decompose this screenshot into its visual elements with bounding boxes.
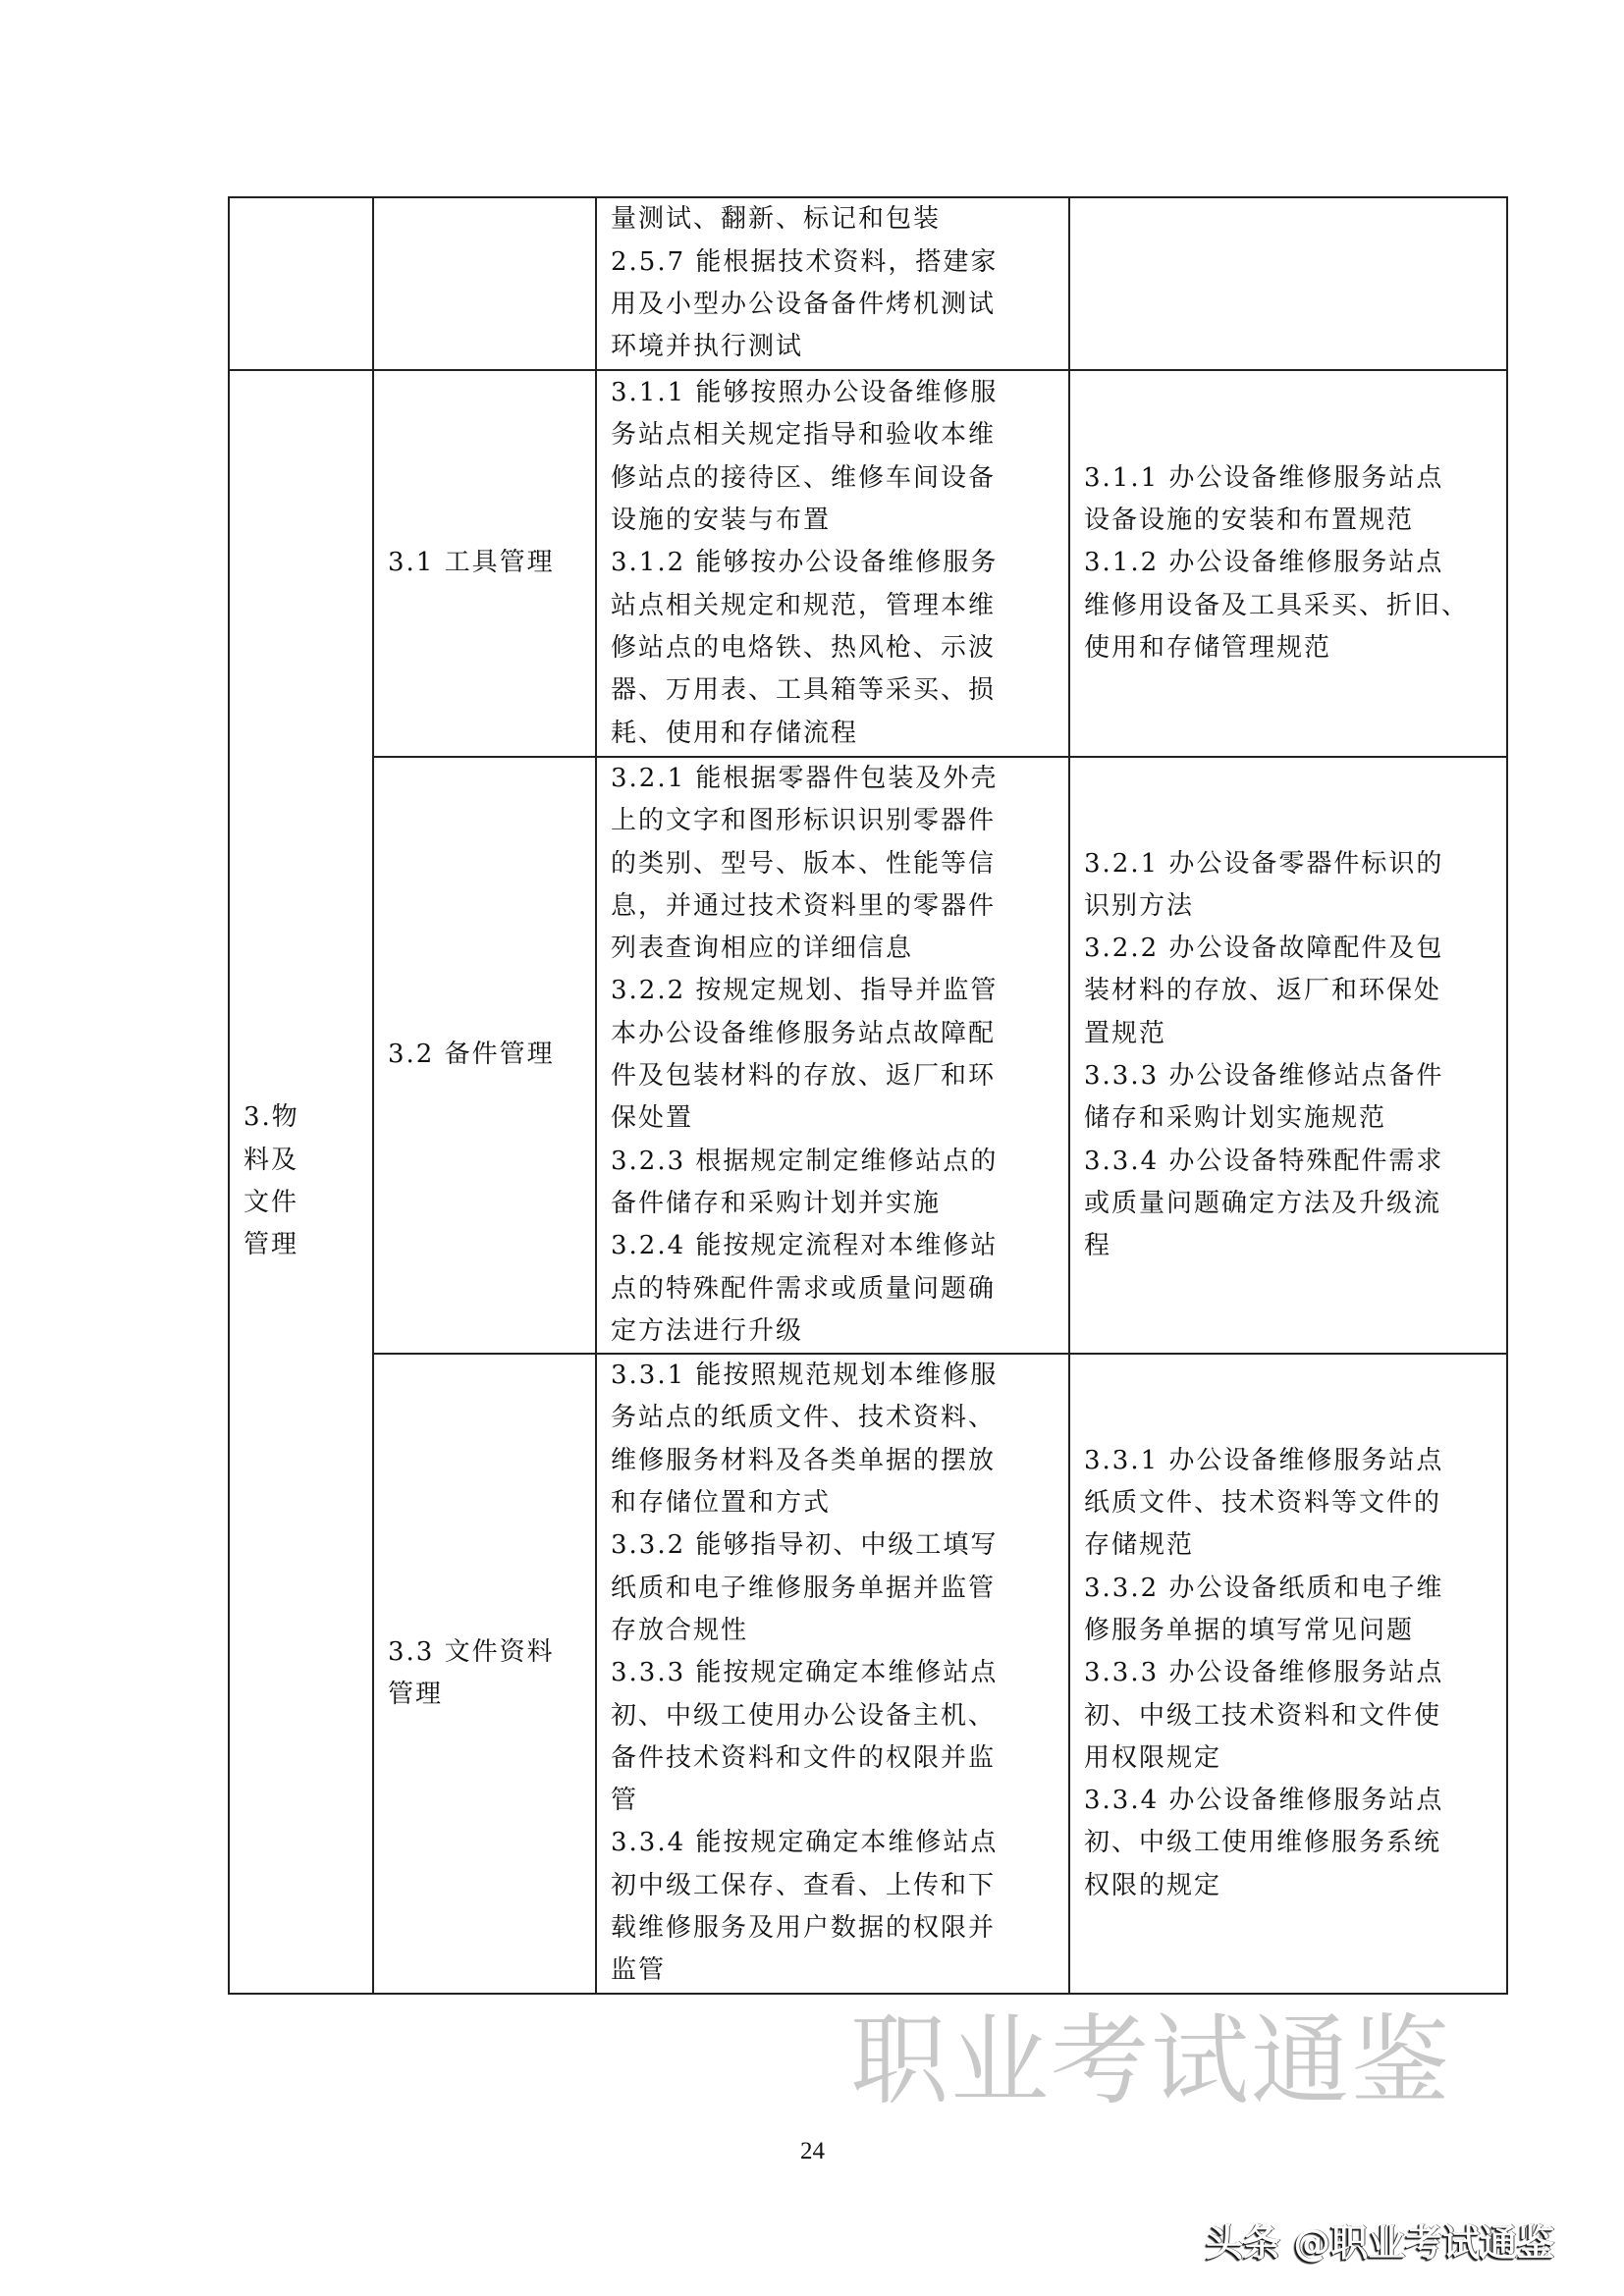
text-line: 程 bbox=[1084, 1231, 1112, 1261]
text-line: 3.3.2 办公设备纸质和电子维 bbox=[1084, 1573, 1444, 1603]
text-line: 和存储位置和方式 bbox=[611, 1488, 832, 1519]
cell-skills bbox=[596, 197, 1069, 370]
text-line: 修服务单据的填写常见问题 bbox=[1084, 1615, 1415, 1645]
text-line: 备件技术资料和文件的权限并监 bbox=[611, 1742, 997, 1773]
function-title-line: 管理 bbox=[244, 1230, 299, 1260]
text-line: 初、中级工使用维修服务系统 bbox=[1084, 1828, 1442, 1858]
cell-unit-3-1 bbox=[373, 370, 596, 757]
text-line: 3.1.1 办公设备维修服务站点 bbox=[1084, 462, 1444, 493]
text-line: 使用和存储管理规范 bbox=[1084, 632, 1332, 663]
page-number: 24 bbox=[800, 2138, 825, 2164]
text-line: 务站点的纸质文件、技术资料、 bbox=[611, 1403, 997, 1433]
text-line: 点的特殊配件需求或质量问题确 bbox=[611, 1273, 997, 1304]
text-line: 用及小型办公设备备件烤机测试 bbox=[611, 290, 997, 319]
table-row-3-1 bbox=[229, 370, 1507, 757]
text-line: 上的文字和图形标识识别零器件 bbox=[611, 806, 997, 836]
text-line: 3.3.4 办公设备维修服务站点 bbox=[1084, 1786, 1444, 1816]
text-line: 3.2.2 按规定规划、指导并监管 bbox=[611, 976, 999, 1006]
cell-knowledge-3-2 bbox=[1069, 757, 1507, 1354]
text-line: 设备设施的安装和布置规范 bbox=[1084, 506, 1415, 536]
text-line: 件及包装材料的存放、返厂和环 bbox=[611, 1061, 997, 1092]
cell-unit-3-2 bbox=[373, 757, 596, 1354]
text-line: 的类别、型号、版本、性能等信 bbox=[611, 848, 997, 879]
skills-standard-table bbox=[228, 196, 1508, 1995]
footer-credit: 头条 @职业考试通鉴 bbox=[1206, 2221, 1555, 2265]
text-line: 器、万用表、工具箱等采买、损 bbox=[611, 675, 997, 706]
cell-skills-3-3 bbox=[596, 1354, 1069, 1993]
table-row-3-3 bbox=[229, 1354, 1507, 1993]
text-line: 储存和采购计划实施规范 bbox=[1084, 1103, 1387, 1134]
unit-title: 管理 bbox=[388, 1679, 444, 1709]
text-line: 耗、使用和存储流程 bbox=[611, 718, 859, 748]
text-line: 置规范 bbox=[1084, 1018, 1167, 1048]
text-line: 初、中级工使用办公设备主机、 bbox=[611, 1700, 997, 1731]
text-line: 3.3.1 办公设备维修服务站点 bbox=[1084, 1445, 1444, 1475]
text-line: 修站点的电烙铁、热风枪、示波 bbox=[611, 632, 997, 663]
text-line: 3.2.4 能按规定流程对本维修站 bbox=[611, 1231, 999, 1261]
text-line: 载维修服务及用户数据的权限并 bbox=[611, 1913, 997, 1944]
text-line: 纸质和电子维修服务单据并监管 bbox=[611, 1573, 997, 1603]
text-line: 或质量问题确定方法及升级流 bbox=[1084, 1188, 1442, 1218]
text-line: 3.1.1 能够按照办公设备维修服 bbox=[611, 378, 999, 408]
text-line: 管 bbox=[611, 1786, 639, 1816]
unit-title: 3.1 工具管理 bbox=[388, 548, 555, 578]
text-line: 务站点相关规定指导和验收本维 bbox=[611, 420, 997, 451]
text-line: 3.3.3 办公设备维修服务站点 bbox=[1084, 1658, 1444, 1688]
text-line: 环境并执行测试 bbox=[611, 332, 804, 362]
text-line: 用权限规定 bbox=[1084, 1742, 1222, 1773]
cell-unit-empty bbox=[373, 197, 596, 370]
cell-unit-3-3 bbox=[373, 1354, 596, 1993]
text-line: 维修服务材料及各类单据的摆放 bbox=[611, 1445, 997, 1475]
text-line: 权限的规定 bbox=[1084, 1870, 1222, 1900]
text-line: 纸质文件、技术资料等文件的 bbox=[1084, 1488, 1442, 1519]
table-row-3-2 bbox=[229, 757, 1507, 1354]
text-line: 3.2.3 根据规定制定维修站点的 bbox=[611, 1146, 999, 1176]
text-line: 列表查询相应的详细信息 bbox=[611, 934, 914, 964]
cell-skills-3-1 bbox=[596, 370, 1069, 757]
cell-knowledge-3-3 bbox=[1069, 1354, 1507, 1993]
function-title-line: 料及 bbox=[244, 1145, 299, 1175]
text-line: 3.3.4 办公设备特殊配件需求 bbox=[1084, 1146, 1444, 1176]
text-line: 备件储存和采购计划并实施 bbox=[611, 1188, 942, 1218]
table-row-continued bbox=[229, 197, 1507, 370]
text-line: 2.5.7 能根据技术资料，搭建家 bbox=[611, 246, 999, 277]
text-line: 维修用设备及工具采买、折旧、 bbox=[1084, 590, 1470, 620]
text-line: 3.3.3 能按规定确定本维修站点 bbox=[611, 1658, 999, 1688]
text-line: 3.3.4 能按规定确定本维修站点 bbox=[611, 1828, 999, 1858]
text-line: 设施的安装与布置 bbox=[611, 506, 832, 536]
text-line: 存放合规性 bbox=[611, 1615, 749, 1645]
text-line: 3.1.2 能够按办公设备维修服务 bbox=[611, 548, 999, 578]
unit-title: 3.2 备件管理 bbox=[388, 1040, 555, 1070]
unit-title: 3.3 文件资料 bbox=[388, 1636, 555, 1667]
text-line: 识别方法 bbox=[1084, 890, 1195, 921]
text-line: 量测试、翻新、标记和包装 bbox=[611, 204, 942, 235]
text-line: 3.2.2 办公设备故障配件及包 bbox=[1084, 934, 1444, 964]
text-line: 3.1.2 办公设备维修服务站点 bbox=[1084, 548, 1444, 578]
watermark-text: 职业考试通鉴 bbox=[850, 2003, 1451, 2118]
text-line: 3.3.1 能按照规范规划本维修服 bbox=[611, 1361, 999, 1391]
text-line: 本办公设备维修服务站点故障配 bbox=[611, 1018, 997, 1048]
text-line: 定方法进行升级 bbox=[611, 1315, 804, 1346]
function-title-line: 文件 bbox=[244, 1187, 299, 1217]
cell-knowledge-empty bbox=[1069, 197, 1507, 370]
text-line: 站点相关规定和规范，管理本维 bbox=[611, 590, 997, 620]
function-title-line: 3.物 bbox=[244, 1102, 299, 1133]
text-line: 修站点的接待区、维修车间设备 bbox=[611, 462, 997, 493]
text-line: 3.2.1 办公设备零器件标识的 bbox=[1084, 848, 1444, 879]
text-line: 息，并通过技术资料里的零器件 bbox=[611, 890, 997, 921]
text-line: 3.3.2 能够指导初、中级工填写 bbox=[611, 1530, 999, 1561]
text-line: 3.3.3 办公设备维修站点备件 bbox=[1084, 1061, 1444, 1092]
cell-function-empty bbox=[229, 197, 373, 370]
text-line: 初、中级工技术资料和文件使 bbox=[1084, 1700, 1442, 1731]
cell-knowledge-3-1 bbox=[1069, 370, 1507, 757]
text-line: 保处置 bbox=[611, 1103, 694, 1134]
text-line: 初中级工保存、查看、上传和下 bbox=[611, 1870, 997, 1900]
text-line: 监管 bbox=[611, 1955, 667, 1986]
cell-function-3 bbox=[229, 370, 373, 1994]
cell-skills-3-2 bbox=[596, 757, 1069, 1354]
text-line: 3.2.1 能根据零器件包装及外壳 bbox=[611, 764, 999, 793]
text-line: 存储规范 bbox=[1084, 1530, 1195, 1561]
text-line: 装材料的存放、返厂和环保处 bbox=[1084, 976, 1442, 1006]
